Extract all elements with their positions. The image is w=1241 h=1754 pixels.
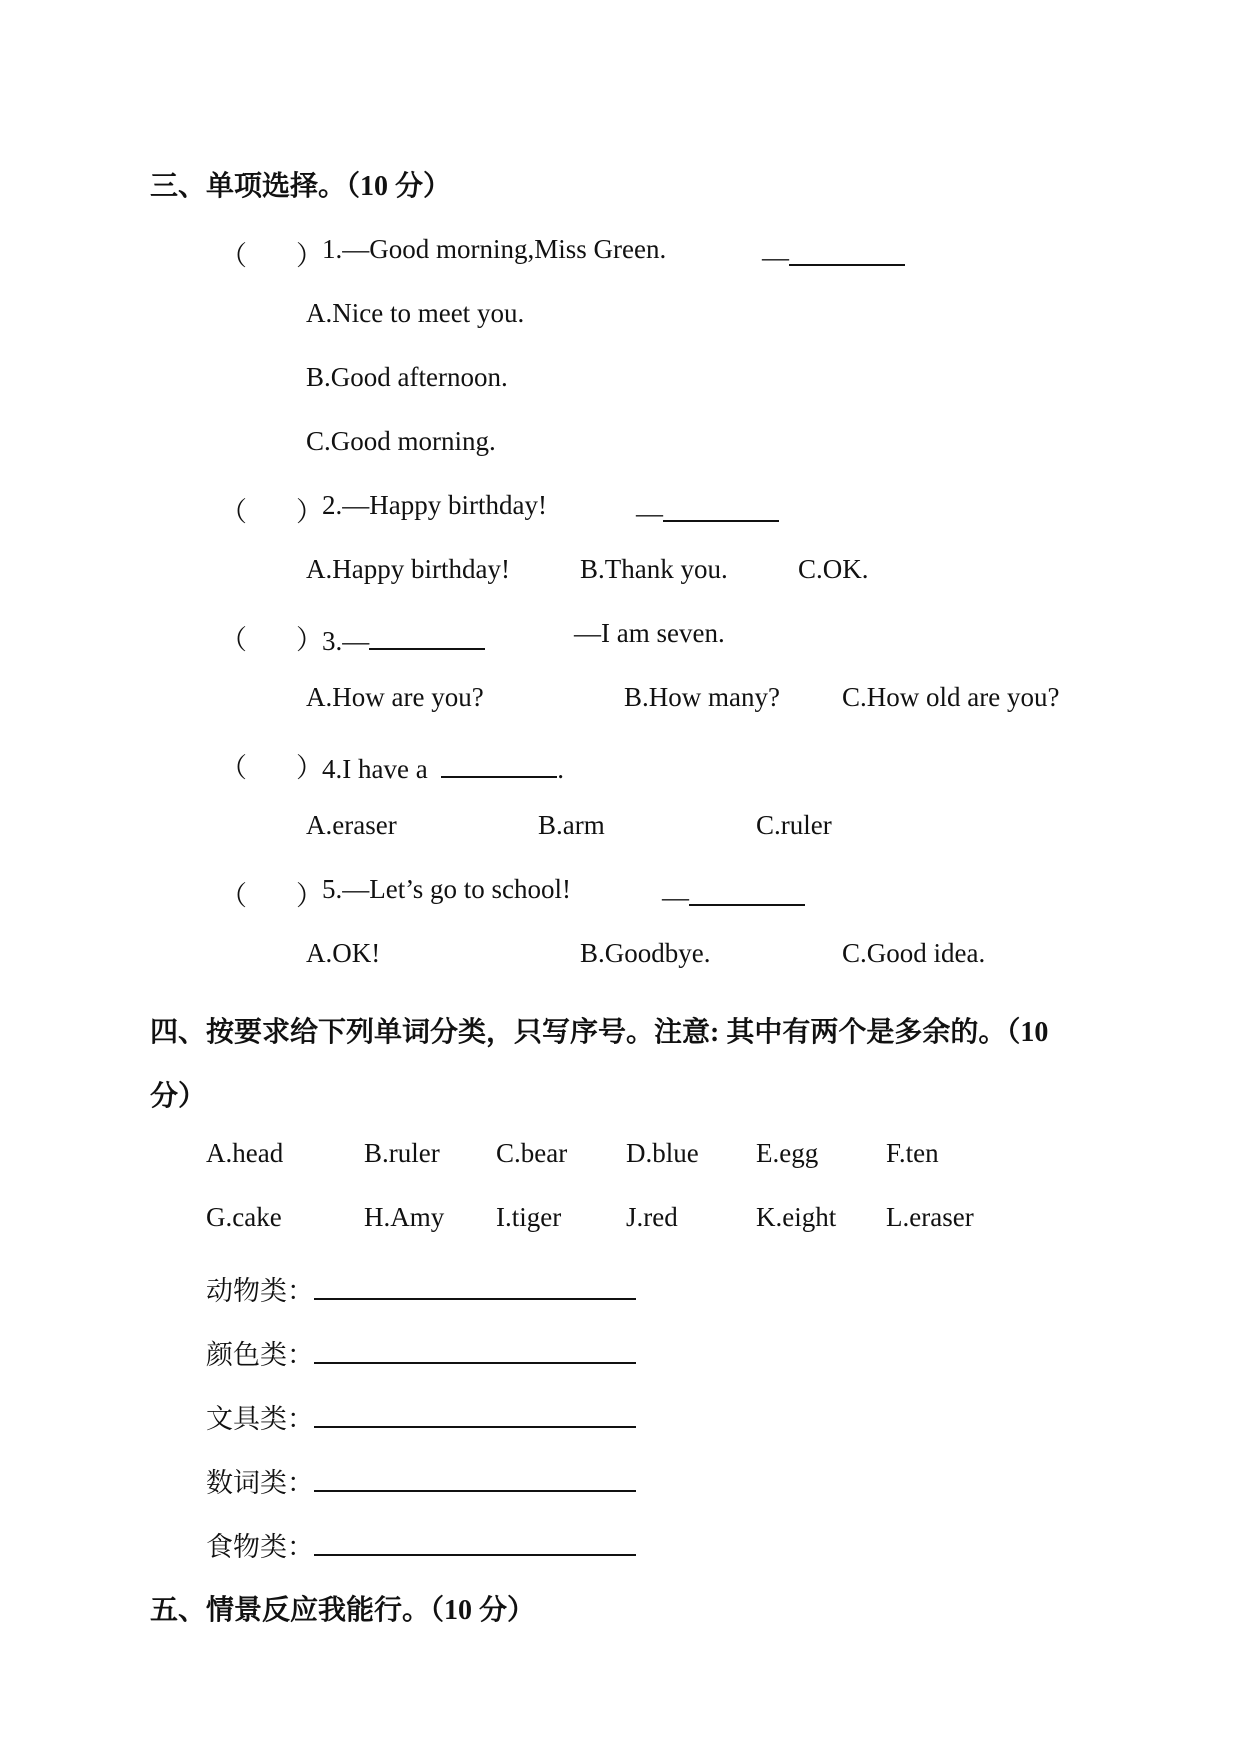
category-food: 食物类： [206,1522,636,1564]
question-1-stem: 1.—Good morning,Miss Green. [322,234,667,264]
question-2-option-b: B.Thank you. [580,554,728,584]
answer-paren-open: （ [220,881,247,911]
category-answer-line[interactable] [314,1458,636,1492]
question-2-stem: 2.—Happy birthday! [322,490,547,520]
section4-heading-line2: 分） [150,1081,207,1112]
question-5-reply: — [662,874,805,913]
category-colors: 颜色类： [206,1330,636,1372]
answer-paren-open: （ [220,241,247,271]
category-animals: 动物类： [206,1266,636,1308]
word-item: H.Amy [364,1202,445,1232]
answer-paren-close: ） [296,625,323,655]
word-item: J.red [626,1202,678,1232]
word-item: A.head [206,1138,284,1168]
question-4-stem: 4.I have a . [322,746,564,785]
word-item: C.bear [496,1138,568,1168]
answer-paren-open: （ [220,625,247,655]
question-4-option-b: B.arm [538,810,605,840]
question-3-option-b: B.How many? [624,682,780,712]
answer-paren-close: ） [296,241,323,271]
question-1-option-a: A.Nice to meet you. [306,298,525,328]
answer-paren-close: ） [296,881,323,911]
question-1-reply: — [762,234,905,273]
question-1-option-c: C.Good morning. [306,426,496,456]
answer-paren-open: （ [220,753,247,783]
answer-blank[interactable] [441,746,557,778]
question-1 [220,234,247,273]
category-numbers: 数词类： [206,1458,636,1500]
word-item: E.egg [756,1138,819,1168]
word-item: I.tiger [496,1202,562,1232]
answer-blank[interactable] [369,618,485,650]
category-stationery: 文具类： [206,1394,636,1436]
question-3-stem: 3.— [322,618,485,657]
section4-heading-line1: 四、按要求给下列单词分类，只写序号。注意: 其中有两个是多余的。（10 [150,1017,1049,1048]
section5-heading: 五、情景反应我能行。（10 分） [150,1595,536,1626]
question-1-option-b: B.Good afternoon. [306,362,508,392]
answer-paren-open: （ [220,497,247,527]
word-item: L.eraser [886,1202,974,1232]
category-answer-line[interactable] [314,1394,636,1428]
question-2-reply: — [636,490,779,529]
question-4-option-c: C.ruler [756,810,832,840]
word-item: K.eight [756,1202,837,1232]
question-5-stem: 5.—Let’s go to school! [322,874,571,904]
category-answer-line[interactable] [314,1330,636,1364]
question-4-option-a: A.eraser [306,810,397,840]
category-answer-line[interactable] [314,1522,636,1556]
word-item: D.blue [626,1138,699,1168]
word-item: B.ruler [364,1138,440,1168]
section3-heading: 三、单项选择。（10 分） [150,171,452,202]
question-5-option-a: A.OK! [306,938,381,968]
question-3-option-a: A.How are you? [306,682,484,712]
answer-paren-close: ） [296,753,323,783]
question-2-option-c: C.OK. [798,554,869,584]
question-3-option-c: C.How old are you? [842,682,1060,712]
question-3-reply: —I am seven. [574,618,725,648]
answer-blank[interactable] [689,874,805,906]
answer-blank[interactable] [663,490,779,522]
answer-paren-close: ） [296,497,323,527]
category-answer-line[interactable] [314,1266,636,1300]
question-2-option-a: A.Happy birthday! [306,554,510,584]
word-item: F.ten [886,1138,939,1168]
word-item: G.cake [206,1202,282,1232]
question-5-option-b: B.Goodbye. [580,938,711,968]
question-5-option-c: C.Good idea. [842,938,986,968]
answer-blank[interactable] [789,234,905,266]
